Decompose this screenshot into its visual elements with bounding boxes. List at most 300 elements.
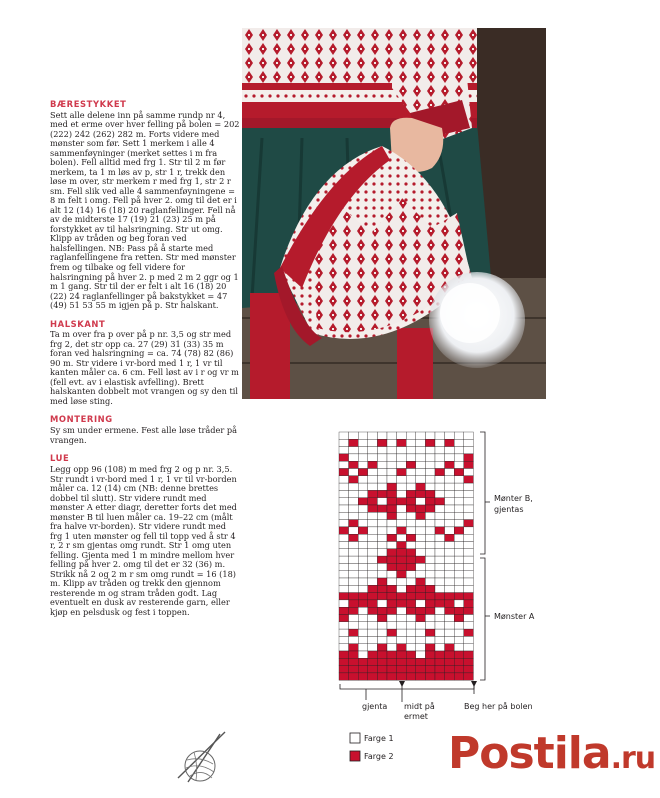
chart-cell xyxy=(425,607,435,614)
chart-cell xyxy=(416,622,426,629)
chart-cell xyxy=(387,505,397,512)
chart-cell xyxy=(464,629,474,636)
chart-cell xyxy=(339,600,349,607)
chart-cell xyxy=(464,534,474,541)
chart-cell xyxy=(454,549,464,556)
chart-cell xyxy=(368,636,378,643)
chart-cell xyxy=(464,673,474,680)
chart-cell xyxy=(425,505,435,512)
chart-cell xyxy=(349,563,359,570)
chart-cell xyxy=(339,512,349,519)
chart-cell xyxy=(416,439,426,446)
section-heading: BÆRESTYKKET xyxy=(50,99,127,109)
chart-cell xyxy=(387,593,397,600)
watermark-main: Postila xyxy=(448,728,611,779)
chart-cell xyxy=(406,512,416,519)
chart-cell xyxy=(464,622,474,629)
chart-cell xyxy=(416,673,426,680)
chart-cell xyxy=(397,512,407,519)
chart-cell xyxy=(339,447,349,454)
knitting-chart xyxy=(328,426,568,761)
chart-cell xyxy=(406,432,416,439)
middle-sub: ermet xyxy=(404,712,428,721)
chart-cell xyxy=(406,490,416,497)
chart-cell xyxy=(368,651,378,658)
chart-cell xyxy=(339,578,349,585)
chart-cell xyxy=(435,469,445,476)
chart-cell xyxy=(339,666,349,673)
chart-cell xyxy=(358,534,368,541)
chart-cell xyxy=(397,432,407,439)
chart-cell xyxy=(349,622,359,629)
chart-cell xyxy=(445,505,455,512)
chart-cell xyxy=(425,520,435,527)
chart-cell xyxy=(358,483,368,490)
chart-cell xyxy=(435,593,445,600)
chart-cell xyxy=(416,636,426,643)
chart-cell xyxy=(349,658,359,665)
chart-cell xyxy=(387,666,397,673)
chart-cell xyxy=(387,527,397,534)
section-heading: MONTERING xyxy=(50,414,113,425)
chart-cell xyxy=(368,578,378,585)
chart-cell xyxy=(377,469,387,476)
chart-cell xyxy=(406,585,416,592)
chart-cell xyxy=(358,571,368,578)
chart-cell xyxy=(387,556,397,563)
chart-cell xyxy=(416,644,426,651)
chart-cell xyxy=(349,549,359,556)
chart-cell xyxy=(387,651,397,658)
chart-cell xyxy=(349,571,359,578)
chart-cell xyxy=(349,447,359,454)
chart-cell xyxy=(387,534,397,541)
chart-cell xyxy=(368,432,378,439)
chart-cell xyxy=(339,622,349,629)
chart-cell xyxy=(377,644,387,651)
chart-cell xyxy=(406,636,416,643)
chart-cell xyxy=(397,469,407,476)
chart-cell xyxy=(435,658,445,665)
chart-cell xyxy=(445,644,455,651)
chart-cell xyxy=(406,527,416,534)
section-body: Sy sm under ermene. Fest alle løse tråder på vrangen. xyxy=(50,425,237,445)
chart-cell xyxy=(406,542,416,549)
chart-cell xyxy=(425,629,435,636)
chart-cell xyxy=(397,461,407,468)
chart-cell xyxy=(416,556,426,563)
repeat-bracket xyxy=(340,684,474,689)
chart-cell xyxy=(387,607,397,614)
legend-label-farge-2: Farge 2 xyxy=(364,752,394,761)
chart-cell xyxy=(387,432,397,439)
chart-cell xyxy=(445,542,455,549)
chart-cell xyxy=(377,636,387,643)
chart-cell xyxy=(349,629,359,636)
chart-cell xyxy=(387,636,397,643)
chart-cell xyxy=(397,651,407,658)
chart-cell xyxy=(416,527,426,534)
chart-cell xyxy=(397,658,407,665)
chart-cell xyxy=(445,673,455,680)
chart-cell xyxy=(387,520,397,527)
chart-cell xyxy=(406,563,416,570)
chart-cell xyxy=(435,512,445,519)
chart-cell xyxy=(406,476,416,483)
chart-cell xyxy=(377,549,387,556)
chart-cell xyxy=(358,607,368,614)
chart-cell xyxy=(358,644,368,651)
chart-cell xyxy=(406,556,416,563)
chart-cell xyxy=(387,542,397,549)
chart-cell xyxy=(445,622,455,629)
chart-cell xyxy=(397,629,407,636)
chart-cell xyxy=(358,549,368,556)
chart-cell xyxy=(416,461,426,468)
chart-cell xyxy=(397,505,407,512)
chart-cell xyxy=(464,644,474,651)
chart-cell xyxy=(416,651,426,658)
chart-cell xyxy=(339,505,349,512)
chart-cell xyxy=(425,432,435,439)
chart-cell xyxy=(416,578,426,585)
chart-cell xyxy=(464,615,474,622)
section-body: Legg opp 96 (108) m med frg 2 og p nr. 3,5. Str rundt i vr-bord med 1 r, 1 vr til vr-borden måler ca. 12 (14) cm (NB: denne brettes dobbel til slutt). Str videre rundt med mønster A etter diagr, deretter forts det med mønster B til luen måler ca. 19–22 cm (målt fra halve vr-borden). Str videre rundt med frg 1 uten mønster og fell til topp ved å str 4 r, 2 r sm gjentas omg rundt. Str 1 omg uten felling. Gjenta med 1 m mindre mellom hver felling på hver 2. omg til det er 32 (36) m. Strikk nå 2 og 2 m r sm omg rundt = 16 (18) m. Klipp av tråden og trekk den gjennom resterende m og stram tråden godt. Lag eventuelt en dusk av resterende garn, eller kjøp en pelsdusk og fest i toppen. xyxy=(50,463,237,617)
chart-cell xyxy=(464,658,474,665)
pattern-b-label: Mønter B, xyxy=(494,494,533,503)
chart-cell xyxy=(454,593,464,600)
chart-cell xyxy=(406,498,416,505)
chart-cell xyxy=(435,666,445,673)
chart-cell xyxy=(445,556,455,563)
chart-cell xyxy=(387,585,397,592)
chart-cell xyxy=(397,542,407,549)
chart-cell xyxy=(339,615,349,622)
section-heading: LUE xyxy=(50,453,70,464)
chart-cell xyxy=(397,636,407,643)
chart-cell xyxy=(358,505,368,512)
chart-cell xyxy=(445,615,455,622)
chart-cell xyxy=(397,673,407,680)
chart-cell xyxy=(387,469,397,476)
chart-cell xyxy=(454,607,464,614)
chart-cell xyxy=(406,600,416,607)
chart-cell xyxy=(416,615,426,622)
chart-cell xyxy=(349,593,359,600)
chart-cell xyxy=(339,520,349,527)
chart-cell xyxy=(397,607,407,614)
chart-cell xyxy=(397,593,407,600)
chart-cell xyxy=(406,666,416,673)
chart-cell xyxy=(387,629,397,636)
chart-cell xyxy=(397,571,407,578)
chart-cell xyxy=(464,483,474,490)
chart-cell xyxy=(387,622,397,629)
chart-cell xyxy=(445,469,455,476)
chart-cell xyxy=(368,629,378,636)
section-body: Ta m over fra p over på p nr. 3,5 og str med frg 2, det str opp ca. 27 (29) 31 (33) 35 m foran ved halsringning = ca. 74 (78) 82 (86) 90 m. Str videre i vr-bord med 1 r, 1 vr til kanten måler ca. 6 cm. Fell løst av i r og vr m (fell evt. av i elastisk avfelling). Brett halskanten dobbelt mot vrangen og sy den til med løse sting. xyxy=(50,329,239,406)
chart-cell xyxy=(464,454,474,461)
chart-cell xyxy=(435,615,445,622)
chart-cell xyxy=(349,512,359,519)
chart-cell xyxy=(358,578,368,585)
chart-cell xyxy=(464,447,474,454)
chart-cell xyxy=(416,505,426,512)
yarn-ball-illustration xyxy=(170,728,232,784)
chart-cell xyxy=(435,651,445,658)
chart-cell xyxy=(368,512,378,519)
chart-cell xyxy=(425,512,435,519)
chart-cell xyxy=(445,498,455,505)
chart-cell xyxy=(339,483,349,490)
chart-cell xyxy=(349,607,359,614)
chart-cell xyxy=(454,520,464,527)
section-lue xyxy=(50,454,240,617)
chart-cell xyxy=(425,549,435,556)
chart-cell xyxy=(464,571,474,578)
chart-cell xyxy=(368,622,378,629)
chart-cell xyxy=(445,520,455,527)
chart-cell xyxy=(435,483,445,490)
chart-cell xyxy=(454,563,464,570)
chart-cell xyxy=(464,593,474,600)
chart-cell xyxy=(368,490,378,497)
section-body: Sett alle delene inn på samme rundp nr 4, med et erme over hver felling på bolen = 202 (222) 242 (262) 282 m. Forts videre med mønster som før. Sett 1 merkem i alle 4 sammenføyninger (merket settes i m fra bolen). Fell alltid med frg 1. Str til 2 m før merkem, ta 1 m løs av p, str 1 r, trekk den løse m over, str merkem r med frg 1, str 2 r sm. Fell slik ved alle 4 sammenføyningene = 8 m felt i omg. Fell på hver 2. omg til det er i alt 12 (14) 16 (18) 20 raglanfellinger. Fell nå av de midterste 17 (19) 21 (23) 25 m på forstykket av til halsringning. Str ut omg. Klipp av tråden og beg foran ved halsfellingen. NB: Pass på å starte med raglanfellingene fra retten. Str med mønster frem og tilbake og fell videre for halsringning på hver 2. p med 2 m 2 ggr og 1 m 1 gang. Str til der er felt i alt 16 (18) 20 (22) 24 raglanfellinger på bakstykket = 47 (49) 51 53 55 m igjen på p. Str halskant. xyxy=(50,109,240,311)
repeat-label: gjenta xyxy=(362,702,388,711)
chart-cell xyxy=(435,607,445,614)
chart-cell xyxy=(377,600,387,607)
chart-cell xyxy=(425,622,435,629)
chart-cell xyxy=(454,461,464,468)
chart-cell xyxy=(464,439,474,446)
chart-cell xyxy=(397,520,407,527)
chart-cell xyxy=(454,658,464,665)
chart-cell xyxy=(377,563,387,570)
chart-cell xyxy=(368,658,378,665)
chart-cell xyxy=(454,615,464,622)
chart-cell xyxy=(454,585,464,592)
chart-cell xyxy=(377,512,387,519)
chart-cell xyxy=(425,651,435,658)
chart-cell xyxy=(416,571,426,578)
chart-cell xyxy=(454,454,464,461)
chart-cell xyxy=(377,571,387,578)
chart-cell xyxy=(358,439,368,446)
chart-cell xyxy=(425,454,435,461)
chart-cell xyxy=(416,454,426,461)
chart-cell xyxy=(397,666,407,673)
chart-cell xyxy=(397,600,407,607)
product-photo xyxy=(242,28,546,399)
chart-cell xyxy=(416,585,426,592)
chart-cell xyxy=(406,454,416,461)
chart-cell xyxy=(377,476,387,483)
chart-cell xyxy=(445,658,455,665)
chart-cell xyxy=(349,578,359,585)
chart-cell xyxy=(464,542,474,549)
chart-cell xyxy=(377,578,387,585)
chart-cell xyxy=(416,469,426,476)
chart-cell xyxy=(445,439,455,446)
chart-cell xyxy=(387,498,397,505)
chart-cell xyxy=(377,461,387,468)
chart-cell xyxy=(454,534,464,541)
chart-cell xyxy=(425,476,435,483)
chart-cell xyxy=(349,490,359,497)
chart-cell xyxy=(425,571,435,578)
chart-cell xyxy=(358,469,368,476)
chart-cell xyxy=(435,600,445,607)
chart-cell xyxy=(406,505,416,512)
chart-cell xyxy=(425,439,435,446)
chart-cell xyxy=(377,432,387,439)
chart-cell xyxy=(416,666,426,673)
chart-cell xyxy=(358,432,368,439)
chart-cell xyxy=(349,469,359,476)
chart-cell xyxy=(349,673,359,680)
chart-cell xyxy=(358,461,368,468)
chart-cell xyxy=(445,527,455,534)
chart-cell xyxy=(368,644,378,651)
chart-cell xyxy=(358,615,368,622)
chart-cell xyxy=(387,447,397,454)
chart-cell xyxy=(406,469,416,476)
chart-cell xyxy=(397,534,407,541)
chart-cell xyxy=(425,615,435,622)
chart-cell xyxy=(349,585,359,592)
chart-cell xyxy=(416,607,426,614)
chart-cell xyxy=(339,542,349,549)
chart-cell xyxy=(368,520,378,527)
chart-cell xyxy=(454,651,464,658)
chart-cell xyxy=(368,673,378,680)
chart-cell xyxy=(368,600,378,607)
chart-cell xyxy=(368,498,378,505)
chart-cell xyxy=(445,483,455,490)
chart-cell xyxy=(445,534,455,541)
chart-cell xyxy=(464,469,474,476)
chart-cell xyxy=(454,469,464,476)
chart-cell xyxy=(445,666,455,673)
chart-cell xyxy=(416,629,426,636)
chart-cell xyxy=(406,461,416,468)
chart-cell xyxy=(387,454,397,461)
chart-cell xyxy=(339,636,349,643)
chart-cell xyxy=(435,644,445,651)
chart-cell xyxy=(387,512,397,519)
chart-cell xyxy=(416,593,426,600)
chart-cell xyxy=(349,454,359,461)
chart-cell xyxy=(377,447,387,454)
chart-cell xyxy=(464,563,474,570)
chart-cell xyxy=(377,490,387,497)
chart-cell xyxy=(377,593,387,600)
chart-cell xyxy=(368,527,378,534)
chart-cell xyxy=(339,607,349,614)
chart-cell xyxy=(377,615,387,622)
chart-cell xyxy=(435,622,445,629)
chart-cell xyxy=(368,563,378,570)
chart-cell xyxy=(435,498,445,505)
legend-swatch-farge-2 xyxy=(350,751,360,761)
chart-cell xyxy=(416,549,426,556)
chart-cell xyxy=(368,556,378,563)
chart-cell xyxy=(377,505,387,512)
chart-cell xyxy=(368,439,378,446)
chart-cell xyxy=(445,461,455,468)
chart-cell xyxy=(435,629,445,636)
chart-cell xyxy=(349,651,359,658)
chart-cell xyxy=(406,651,416,658)
chart-cell xyxy=(445,563,455,570)
chart-cell xyxy=(406,673,416,680)
chart-cell xyxy=(387,615,397,622)
chart-cell xyxy=(406,629,416,636)
chart-cell xyxy=(416,520,426,527)
chart-cell xyxy=(368,505,378,512)
chart-cell xyxy=(464,666,474,673)
chart-cell xyxy=(368,476,378,483)
chart-cell xyxy=(339,490,349,497)
chart-cell xyxy=(387,658,397,665)
chart-cell xyxy=(445,651,455,658)
chart-cell xyxy=(339,585,349,592)
chart-cell xyxy=(425,578,435,585)
chart-cell xyxy=(454,556,464,563)
chart-cell xyxy=(339,469,349,476)
chart-cell xyxy=(387,600,397,607)
chart-cell xyxy=(349,556,359,563)
chart-cell xyxy=(435,542,445,549)
chart-cell xyxy=(349,483,359,490)
chart-cell xyxy=(349,615,359,622)
chart-cell xyxy=(416,563,426,570)
chart-cell xyxy=(358,629,368,636)
chart-cell xyxy=(416,476,426,483)
chart-cell xyxy=(406,615,416,622)
chart-cell xyxy=(445,549,455,556)
chart-grid xyxy=(339,432,473,680)
chart-cell xyxy=(358,476,368,483)
middle-label: midt på xyxy=(404,702,435,711)
chart-cell xyxy=(416,483,426,490)
chart-cell xyxy=(425,542,435,549)
chart-cell xyxy=(368,461,378,468)
chart-cell xyxy=(339,432,349,439)
chart-cell xyxy=(425,498,435,505)
chart-cell xyxy=(445,512,455,519)
chart-cell xyxy=(349,527,359,534)
chart-cell xyxy=(464,527,474,534)
chart-cell xyxy=(339,644,349,651)
chart-cell xyxy=(406,439,416,446)
chart-cell xyxy=(416,542,426,549)
chart-cell xyxy=(349,644,359,651)
chart-cell xyxy=(339,527,349,534)
chart-cell xyxy=(339,549,349,556)
chart-cell xyxy=(464,549,474,556)
chart-cell xyxy=(368,615,378,622)
chart-cell xyxy=(358,585,368,592)
chart-cell xyxy=(454,542,464,549)
chart-cell xyxy=(454,483,464,490)
chart-cell xyxy=(397,563,407,570)
chart-cell xyxy=(397,527,407,534)
chart-cell xyxy=(397,490,407,497)
chart-cell xyxy=(454,505,464,512)
chart-cell xyxy=(445,636,455,643)
chart-cell xyxy=(464,490,474,497)
